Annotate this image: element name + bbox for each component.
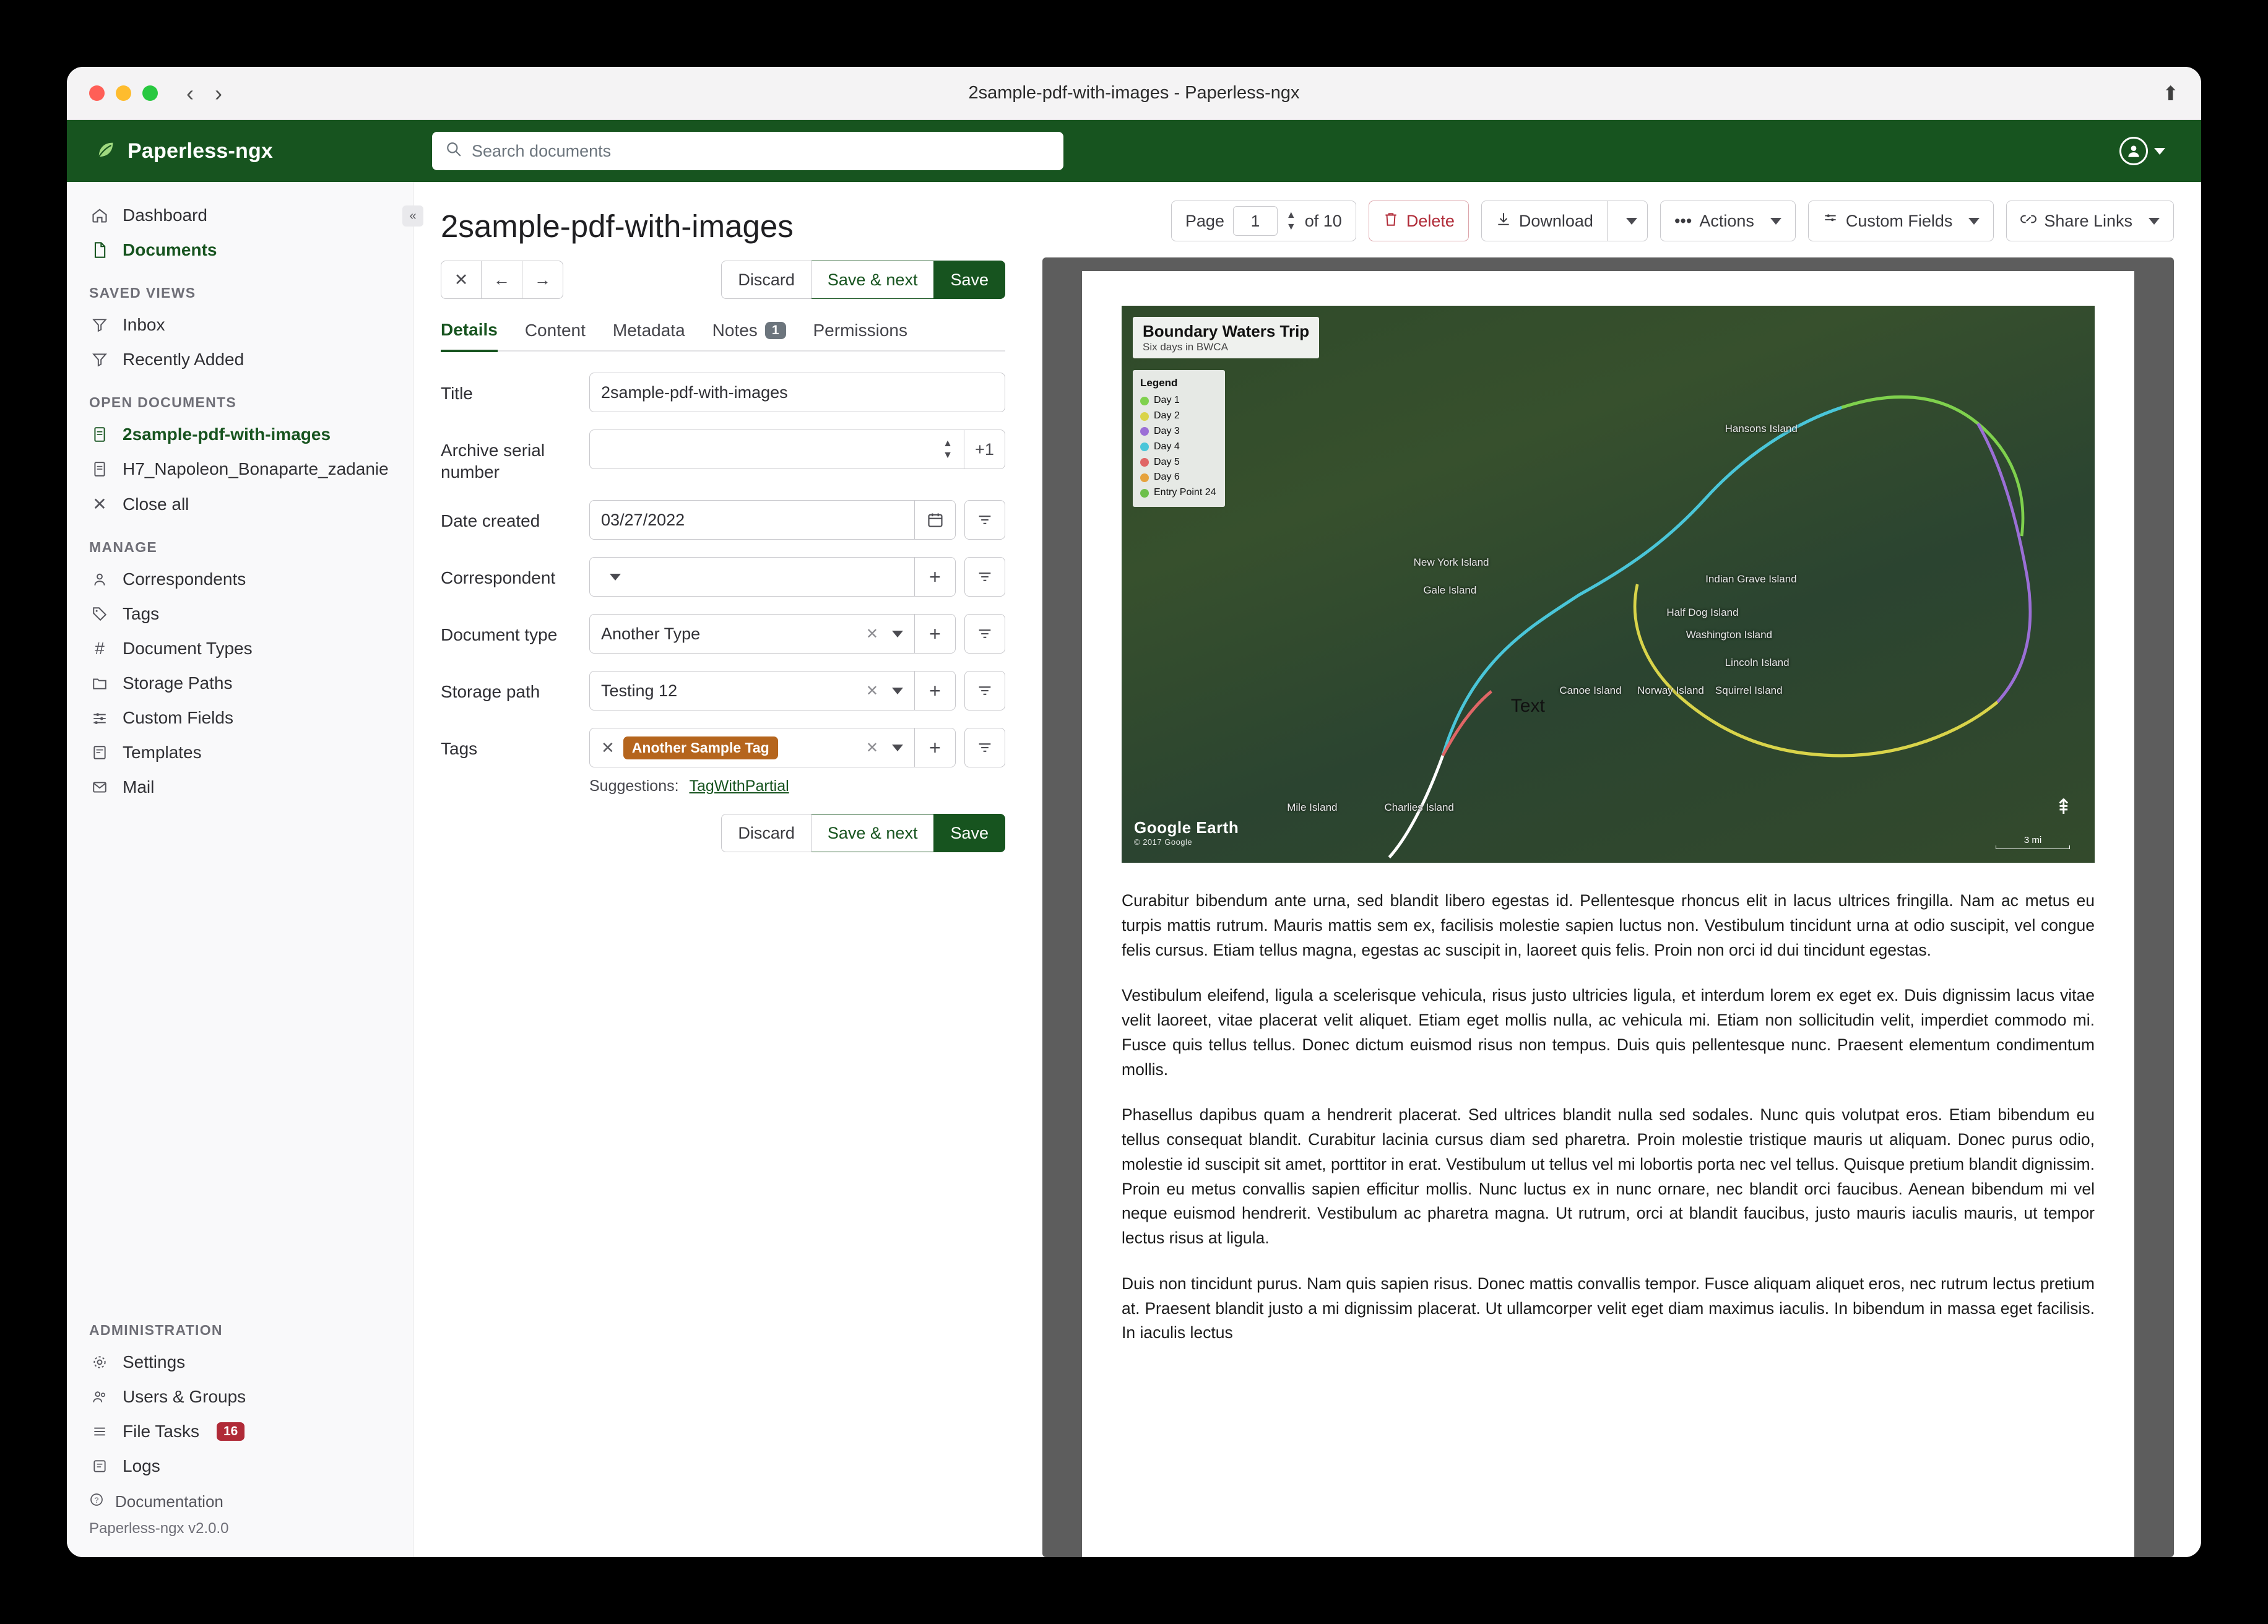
map-label: Canoe Island (1559, 685, 1622, 696)
brand-name: Paperless-ngx (128, 139, 274, 163)
sidebar (67, 182, 417, 1557)
map-scale-bar (1996, 845, 2070, 849)
suggestions-label: Suggestions: (589, 777, 679, 795)
minimize-window-button[interactable] (116, 85, 131, 101)
share-links-button[interactable] (2006, 201, 2174, 241)
browser-back-icon[interactable]: ‹ (186, 80, 194, 106)
document-paragraph: Phasellus dapibus quam a hendrerit placerat. Sed ultrices blandit nulla sed sodales. Nunc quis volutpat eros. Etiam bibendum eu tellus consequat blandit. Curabitur lacinia cursus diam sed pharetra. Proin molestie tristique mauris ut aliquam. Donec purus odio, molestie id suscipit sit amet, porttitor in erat. Vestibulum ut tellus vel mi lobortis porta nec vel tellus. Quisque pretium blandit dignissim. Proin eu metus convallis sapien efficitur mollis. Nunc luctus ex in nunc ornare, nec blandit orci faucibus. Aenean bibendum mi vel neque euismod hendrerit. Vestibulum ac pharetra magna. Ut rutrum, orci at blandit faucibus, justo mauris iaculis mauris, ut tempor lectus risus at ligula. (1122, 1105, 2095, 1247)
sidebar-item-label: Mail (123, 777, 155, 797)
legend-item (1140, 408, 1216, 424)
map-text-label: Text (1510, 696, 1545, 716)
legend-item (1140, 393, 1216, 408)
sidebar-item-label: Logs (123, 1456, 160, 1475)
sidebar-open-doc-2[interactable] (67, 452, 413, 486)
map-label: Washington Island (1686, 629, 1772, 641)
app-window (67, 67, 2201, 1557)
legend-item (1140, 485, 1216, 501)
doctype-label: Document type (441, 625, 558, 644)
user-circle-icon (2119, 137, 2148, 165)
sidebar-item-custom-fields[interactable] (67, 701, 413, 735)
sidebar-item-tags[interactable] (67, 597, 413, 631)
document-icon (89, 461, 110, 477)
log-icon (89, 1458, 110, 1474)
sidebar-item-file-tasks[interactable] (67, 1414, 413, 1449)
delete-label: Delete (1406, 211, 1455, 230)
sidebar-section-administration: ADMINISTRATION (89, 1322, 223, 1338)
legend-label: Day 1 (1154, 395, 1180, 406)
sidebar-item-label: Custom Fields (123, 708, 233, 727)
home-icon (89, 207, 110, 224)
map-legend (1133, 370, 1225, 507)
legend-swatch (1140, 443, 1149, 451)
sidebar-close-all[interactable] (67, 486, 413, 522)
legend-swatch (1140, 489, 1149, 498)
fields-icon (1822, 211, 1838, 231)
window-title: 2sample-pdf-with-images - Paperless-ngx (968, 83, 1300, 103)
tab-label: Metadata (612, 320, 685, 340)
actions-button[interactable] (1660, 201, 1796, 241)
custom-fields-label: Custom Fields (1845, 211, 1953, 230)
sidebar-item-users-groups[interactable] (67, 1380, 413, 1414)
chevron-down-icon (892, 745, 903, 751)
filter-icon[interactable] (964, 728, 1005, 767)
user-menu[interactable] (2119, 137, 2183, 165)
file-tasks-badge: 16 (217, 1422, 245, 1441)
download-icon (1495, 211, 1512, 231)
preview-toolbar (1042, 201, 2174, 241)
tag-icon (89, 606, 110, 622)
page-navigator[interactable] (1171, 201, 1356, 241)
save-and-next-button-bottom[interactable]: Save & next (812, 814, 935, 852)
sidebar-open-doc-1[interactable] (67, 417, 413, 452)
field-storagepath-row (441, 671, 1005, 710)
legend-item (1140, 470, 1216, 485)
tags-select[interactable] (589, 728, 915, 767)
svg-text:?: ? (94, 1496, 99, 1505)
legend-item (1140, 455, 1216, 470)
download-button[interactable] (1481, 201, 1608, 241)
sidebar-item-documents[interactable] (67, 233, 413, 267)
save-button-group-bottom (441, 814, 1005, 852)
sidebar-item-label: Users & Groups (123, 1387, 246, 1406)
tag-suggestions (441, 777, 1005, 795)
document-icon (89, 426, 110, 443)
document-paragraph: Curabitur bibendum ante urna, sed blandit libero egestas id. Pellentesque rhoncus elit in lacus ultrices fringilla. Nam ac metus eu turpis mattis rutrum. Mauris mattis sem ex, facilisis molestie sapien luctus non. Vestibulum tincidunt urna at odio suscipit, vel congue felis cursus. Etiam tellus magna, egestas ac suscipit in, laoreet quis felis. Proin non orci id dui tincidunt egestas. (1122, 891, 2095, 959)
people-icon (89, 1389, 110, 1405)
storagepath-select[interactable] (589, 671, 915, 710)
tab-details[interactable] (441, 320, 498, 352)
save-button[interactable]: Save (934, 261, 1005, 299)
share-icon[interactable]: ⬆ (2162, 82, 2179, 105)
funnel-icon (89, 352, 110, 368)
sidebar-item-label: Documents (123, 240, 217, 259)
previous-document-button[interactable]: ← (482, 261, 522, 299)
chevron-down-icon (2154, 148, 2165, 155)
folder-icon (89, 675, 110, 691)
legend-label: Day 5 (1154, 456, 1180, 467)
person-icon (89, 571, 110, 587)
notes-count-badge: 1 (765, 322, 786, 339)
app-version: Paperless-ngx v2.0.0 (89, 1520, 229, 1537)
documentation-link[interactable] (67, 1484, 413, 1515)
chevron-down-icon (610, 574, 621, 581)
storagepath-value: Testing 12 (601, 681, 678, 700)
chevron-down-icon (892, 631, 903, 637)
sidebar-section-open-documents: OPEN DOCUMENTS (89, 394, 236, 410)
document-editor (413, 182, 1032, 1557)
map-label: New York Island (1413, 556, 1489, 568)
suggestion-link[interactable]: TagWithPartial (689, 777, 789, 795)
asn-input[interactable] (589, 430, 964, 469)
map-subtitle: Six days in BWCA (1143, 341, 1228, 353)
field-asn-row (441, 430, 1005, 483)
map-title: Boundary Waters Trip (1143, 322, 1310, 340)
app-header (67, 120, 2201, 182)
date-input[interactable]: 03/27/2022 (589, 500, 915, 540)
remove-tag-icon[interactable]: ✕ (601, 738, 615, 757)
legend-swatch (1140, 458, 1149, 467)
legend-title: Legend (1140, 377, 1178, 389)
title-input[interactable]: 2sample-pdf-with-images (589, 373, 1005, 412)
brand[interactable] (85, 139, 432, 163)
legend-item (1140, 424, 1216, 439)
legend-label: Day 2 (1154, 410, 1180, 421)
sliders-icon (89, 710, 110, 726)
tab-label: Notes (712, 320, 758, 340)
map-label: Indian Grave Island (1705, 573, 1797, 585)
editor-toolbar (441, 261, 1005, 299)
legend-label: Day 6 (1154, 472, 1180, 483)
dots-icon: ••• (1674, 211, 1692, 230)
filter-icon[interactable] (964, 500, 1005, 540)
pdf-viewer[interactable] (1042, 257, 2174, 1557)
legend-swatch (1140, 427, 1149, 436)
storagepath-label: Storage path (441, 682, 540, 701)
map-provider-credit: © 2017 Google (1134, 837, 1193, 847)
doctype-value: Another Type (601, 624, 701, 643)
map-scale-label: 3 mi (2023, 835, 2042, 845)
sidebar-item-label: 2sample-pdf-with-images (123, 425, 331, 444)
sidebar-item-label: Dashboard (123, 205, 207, 225)
map-label: Hansons Island (1725, 423, 1798, 434)
chevron-down-icon (1968, 218, 1980, 225)
page-label: Page (1185, 211, 1224, 230)
close-document-button[interactable]: ✕ (441, 261, 482, 299)
search-placeholder: Search documents (472, 141, 612, 160)
map-title-box (1133, 317, 1319, 358)
sidebar-collapse-button[interactable]: « (402, 205, 423, 227)
sidebar-item-logs[interactable] (67, 1449, 413, 1484)
browser-forward-icon[interactable]: › (215, 80, 222, 106)
sidebar-item-label: H7_Napoleon_Bonaparte_zadanie (123, 459, 389, 478)
field-doctype-row (441, 614, 1005, 654)
map-label: Norway Island (1637, 685, 1704, 696)
sidebar-item-label: File Tasks (123, 1422, 199, 1441)
save-button-bottom[interactable]: Save (934, 814, 1005, 852)
tab-label: Permissions (813, 320, 907, 340)
question-circle-icon (89, 1492, 104, 1511)
tab-content[interactable] (525, 320, 586, 350)
save-and-next-button[interactable]: Save & next (812, 261, 935, 299)
discard-button-bottom[interactable]: Discard (721, 814, 812, 852)
sidebar-item-mail[interactable] (67, 770, 413, 805)
tab-notes[interactable] (712, 320, 786, 350)
document-paragraph: Duis non tincidunt purus. Nam quis sapien risus. Donec mattis convallis tempor. Fusce aliquam aliquet eros, nec rutrum lectus pretium at. Praesent blandit justo a mi dignissim placerat. Ut ullamcorper velit eget diam maximus iaculis. In bibendum in massa eget facilisis. In iaculis lectus (1122, 1274, 2095, 1342)
list-icon (89, 1423, 110, 1440)
clear-icon[interactable]: ✕ (865, 625, 878, 642)
tab-label: Details (441, 320, 498, 339)
calendar-icon[interactable] (915, 500, 956, 540)
sidebar-item-label: Templates (123, 743, 202, 762)
sidebar-item-label: Close all (123, 494, 189, 514)
correspondent-label: Correspondent (441, 568, 556, 587)
file-icon (89, 241, 110, 259)
sidebar-item-document-types[interactable] (67, 631, 413, 666)
sidebar-item-label: Inbox (123, 315, 165, 334)
asn-stepper[interactable]: ▲ ▼ (943, 438, 953, 460)
hash-icon: # (95, 639, 105, 658)
map-scale (1996, 835, 2070, 849)
chevron-down-icon (1626, 218, 1637, 225)
clear-icon[interactable]: ✕ (865, 739, 878, 756)
sidebar-item-label: Settings (123, 1352, 186, 1371)
page-number-input[interactable]: 1 (1233, 206, 1278, 236)
download-dropdown-button[interactable] (1608, 201, 1648, 241)
asn-next-button[interactable]: +1 (964, 430, 1005, 469)
map-label: Lincoln Island (1725, 657, 1790, 668)
field-tags-row (441, 728, 1005, 767)
save-button-group-top (721, 261, 1005, 299)
sidebar-section-saved-views: SAVED VIEWS (89, 285, 196, 301)
tab-label: Content (524, 320, 586, 340)
map-image (1122, 306, 2095, 863)
title-label: Title (441, 384, 473, 403)
tags-label: Tags (441, 739, 478, 758)
gear-icon (89, 1354, 110, 1370)
maximize-window-button[interactable] (142, 85, 158, 101)
legend-swatch (1140, 412, 1149, 421)
sidebar-item-label: Document Types (123, 639, 253, 658)
map-label: Half Dog Island (1666, 607, 1739, 618)
actions-label: Actions (1699, 211, 1754, 230)
sidebar-item-correspondents[interactable] (67, 562, 413, 597)
search-icon (446, 141, 462, 162)
sidebar-item-dashboard[interactable] (67, 198, 413, 233)
pdf-page (1082, 271, 2134, 1557)
legend-label: Day 4 (1154, 441, 1180, 452)
page-total: of 10 (1304, 211, 1342, 230)
map-label: Gale Island (1423, 584, 1477, 596)
discard-button[interactable]: Discard (721, 261, 812, 299)
sidebar-item-label: Recently Added (123, 350, 245, 369)
trash-icon (1383, 211, 1399, 231)
document-paragraph: Vestibulum eleifend, ligula a scelerisque vehicula, risus justo ultricies ligula, et interdum lorem ex eget ex. Duis dignissim lacus vitae velit laoreet, vitae placerat velit aliquet. Etiam eget mollis nulla, ac vehicula mi. Etiam non sollicitudin velit, imperdiet commodo mi. Fusce quis tellus tellus. Donec dictum euismod risus non tempus. Duis quis pellentesque nunc. Praesent elementum condimentum mollis. (1122, 986, 2095, 1079)
sidebar-item-recently-added[interactable] (67, 342, 413, 377)
template-icon (89, 745, 110, 761)
filter-icon[interactable] (964, 557, 1005, 597)
legend-label: Entry Point 24 (1154, 487, 1216, 498)
add-doctype-button[interactable]: + (915, 614, 956, 654)
correspondent-select[interactable] (589, 557, 915, 597)
delete-button[interactable] (1369, 201, 1469, 241)
doctype-select[interactable] (589, 614, 915, 654)
add-storagepath-button[interactable]: + (915, 671, 956, 710)
funnel-icon (89, 317, 110, 333)
chevron-down-icon (1770, 218, 1781, 225)
next-document-button[interactable]: → (522, 261, 563, 299)
legend-swatch (1140, 397, 1149, 405)
sidebar-section-manage: MANAGE (89, 539, 158, 555)
compass-north-icon: ⇞ (2054, 795, 2072, 819)
asn-label: Archive serial number (441, 441, 545, 482)
tab-metadata[interactable] (613, 320, 685, 350)
date-label: Date created (441, 511, 540, 530)
close-window-button[interactable] (89, 85, 105, 101)
sidebar-item-settings[interactable] (67, 1345, 413, 1380)
legend-label: Day 3 (1154, 425, 1180, 436)
page-stepper[interactable]: ▲ ▼ (1286, 209, 1296, 232)
filter-icon[interactable] (964, 671, 1005, 710)
sidebar-item-label: Correspondents (123, 569, 246, 589)
map-provider-name: Google Earth (1134, 818, 1239, 837)
custom-fields-button[interactable] (1808, 201, 1994, 241)
search-input[interactable] (432, 132, 1063, 170)
add-correspondent-button[interactable]: + (915, 557, 956, 597)
documentation-label: Documentation (115, 1492, 223, 1511)
legend-swatch (1140, 473, 1149, 482)
download-label: Download (1518, 211, 1593, 230)
tag-chip[interactable]: Another Sample Tag (623, 736, 778, 759)
window-titlebar (67, 67, 2201, 120)
window-controls[interactable] (89, 85, 158, 101)
sidebar-item-templates[interactable] (67, 735, 413, 770)
share-links-label: Share Links (2044, 211, 2132, 230)
field-title-row (441, 373, 1005, 412)
sidebar-item-inbox[interactable] (67, 308, 413, 342)
chevron-down-icon (892, 688, 903, 694)
clear-icon[interactable]: ✕ (865, 682, 878, 699)
filter-icon[interactable] (964, 614, 1005, 654)
page-title: 2sample-pdf-with-images (441, 209, 794, 244)
editor-tabs (441, 320, 1005, 352)
map-label: Charlies Island (1384, 801, 1454, 813)
add-tag-button[interactable]: + (915, 728, 956, 767)
tab-permissions[interactable] (813, 320, 907, 350)
document-preview (1032, 182, 2201, 1557)
leaf-icon (95, 139, 116, 163)
legend-item (1140, 439, 1216, 455)
sidebar-item-label: Tags (123, 604, 160, 623)
map-label: Squirrel Island (1715, 685, 1783, 696)
map-label: Mile Island (1287, 801, 1338, 813)
close-icon: ✕ (92, 495, 107, 514)
map-provider (1134, 818, 1239, 847)
chevron-down-icon (2149, 218, 2160, 225)
field-correspondent-row (441, 557, 1005, 597)
field-date-row (441, 500, 1005, 540)
mail-icon (89, 779, 110, 795)
link-icon (2020, 211, 2036, 231)
sidebar-item-storage-paths[interactable] (67, 666, 413, 701)
sidebar-item-label: Storage Paths (123, 673, 233, 693)
